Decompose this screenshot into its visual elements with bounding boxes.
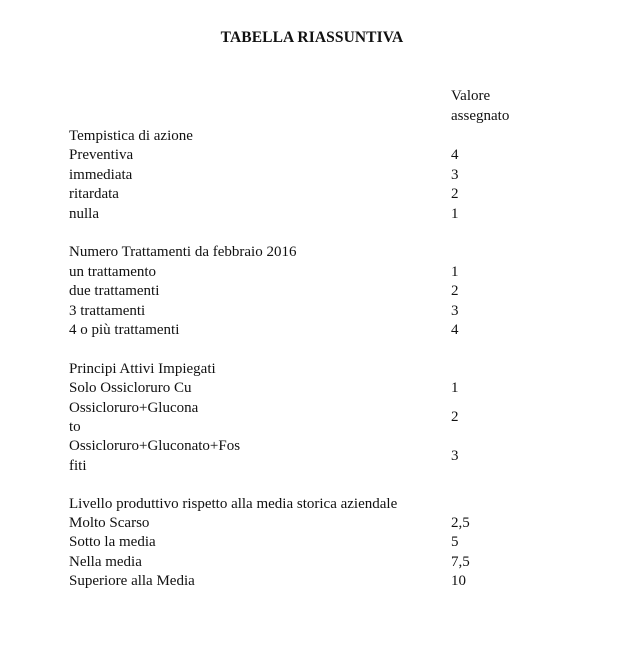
row-value: 1: [451, 380, 459, 397]
row-label: immediata: [69, 166, 133, 183]
row-label: due trattamenti: [69, 283, 160, 300]
table-row: [69, 185, 589, 204]
row-label-line: fiti: [69, 457, 87, 474]
row-value: 2: [451, 409, 459, 426]
table-row: [69, 282, 589, 301]
table-row: [69, 572, 589, 591]
section-heading: Livello produttivo rispetto alla media storica aziendale: [69, 495, 398, 512]
row-label-line: Ossicloruro+Glucona: [69, 399, 199, 416]
row-value: 4: [451, 147, 459, 164]
row-label: Molto Scarso: [69, 515, 150, 531]
row-value: 1: [451, 205, 459, 222]
row-value: 5: [451, 534, 459, 551]
row-label: ritardata: [69, 186, 119, 203]
table-title: TABELLA RIASSUNTIVA: [220, 29, 404, 46]
table-row: [69, 553, 589, 572]
row-label: Preventiva: [69, 147, 134, 164]
row-value: 3: [451, 448, 459, 465]
row-label: Nella media: [69, 553, 142, 570]
table-row: [69, 399, 589, 438]
table-row: [69, 437, 589, 476]
row-label-line: to: [69, 419, 81, 435]
row-label-line: Ossicloruro+Gluconato+Fos: [69, 438, 241, 455]
table-row: [69, 146, 589, 165]
row-label: Sotto la media: [69, 534, 156, 551]
row-value: 4: [451, 322, 459, 338]
row-value: 2: [451, 283, 459, 300]
row-label: [69, 437, 269, 476]
row-label: nulla: [69, 205, 99, 222]
table-row: [69, 533, 589, 552]
table-row: [69, 302, 589, 321]
row-value: 3: [451, 166, 459, 183]
section-heading: Numero Trattamenti da febbraio 2016: [69, 244, 297, 261]
row-value: 7,5: [451, 553, 470, 570]
table-row: [69, 263, 589, 282]
table-row: [69, 321, 589, 340]
table-row: [69, 205, 589, 224]
section-heading: Principi Attivi Impiegati: [69, 360, 216, 377]
row-value: 2,5: [451, 515, 470, 531]
row-label: Solo Ossicloruro Cu: [69, 380, 192, 397]
row-value: 2: [451, 186, 459, 203]
section-heading: Tempistica di azione: [69, 128, 193, 144]
row-value: 1: [451, 263, 459, 280]
table-row: [69, 514, 589, 533]
row-label: 4 o più trattamenti: [69, 322, 180, 338]
table-row: [69, 379, 589, 398]
value-header-line-1: Valore: [451, 88, 491, 104]
row-label: 3 trattamenti: [69, 302, 146, 319]
table-row: [69, 166, 589, 185]
row-label: un trattamento: [69, 263, 157, 280]
row-label: Superiore alla Media: [69, 573, 195, 590]
row-label: [69, 399, 269, 438]
row-value: 10: [451, 573, 466, 590]
row-value: 3: [451, 302, 459, 319]
value-header-line-2: assegnato: [451, 108, 510, 124]
